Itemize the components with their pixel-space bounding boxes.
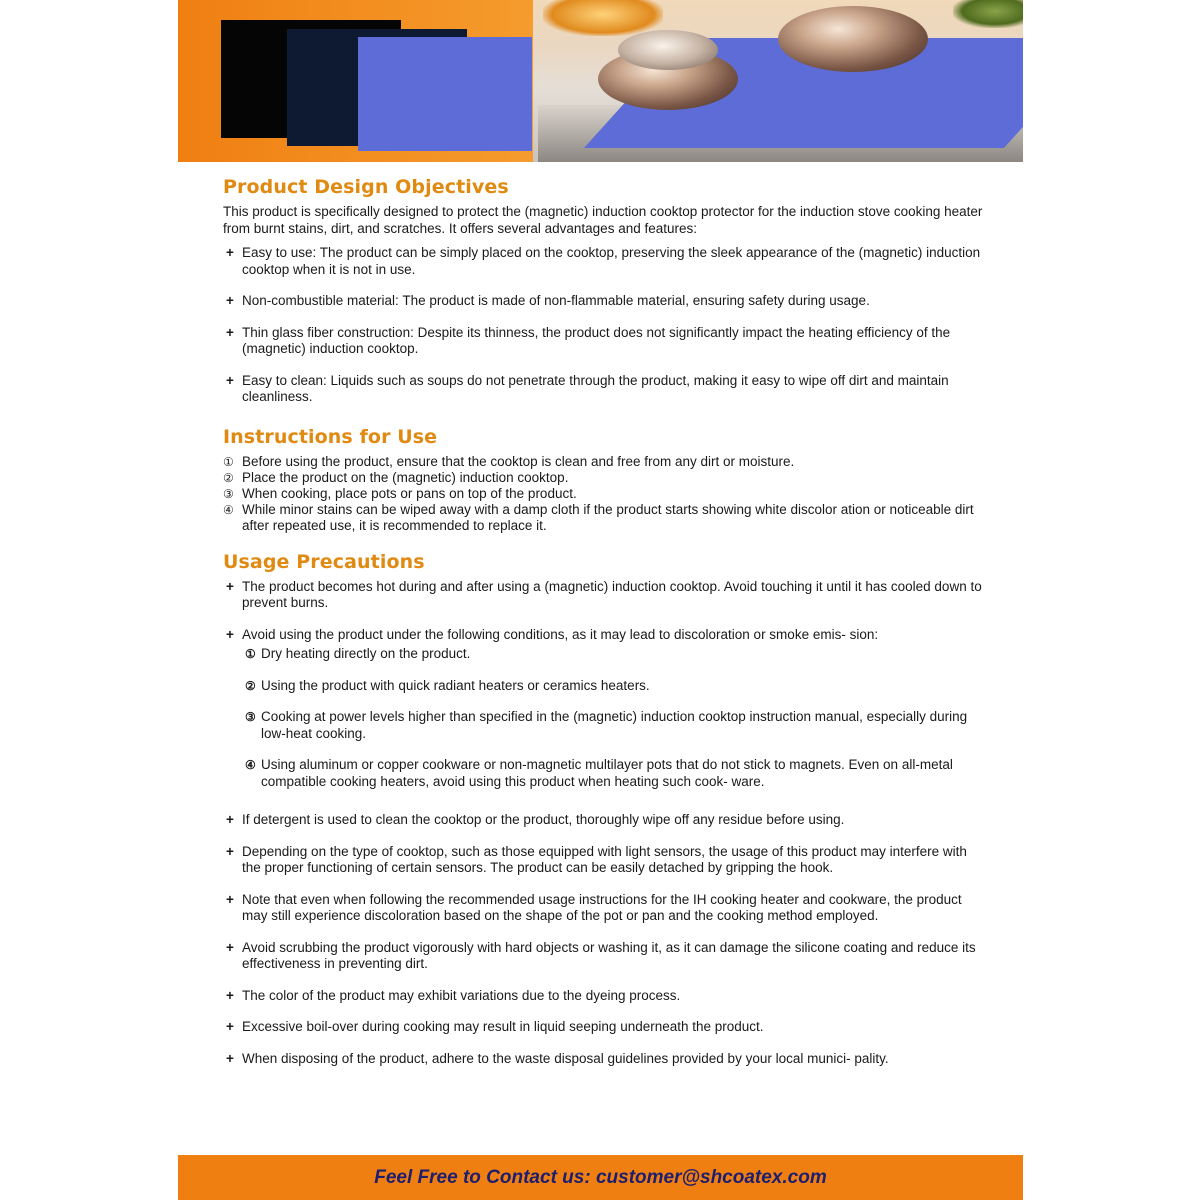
instructions-steps	[223, 454, 983, 534]
list-item	[242, 709, 983, 742]
step-number: ③	[245, 710, 256, 724]
bullet-text: Avoid using the product under the following conditions, as it may lead to discoloration or smoke emis- sion:	[242, 626, 879, 642]
list-item	[242, 646, 983, 663]
list-item	[223, 486, 983, 502]
step-number: ①	[245, 647, 256, 661]
precautions-heading: Usage Precautions	[223, 550, 425, 573]
instructions-heading: Instructions for Use	[223, 425, 438, 448]
pot-left-lid	[618, 30, 718, 70]
blue-color-swatch	[358, 37, 532, 151]
bullet-marker: +	[226, 372, 234, 388]
step-number: ④	[223, 502, 234, 517]
design-intro: This product is specifically designed to protect the (magnetic) induction cooktop protector for the induction stove cooking heater from burnt stains, dirt, and scratches. It offers several advantages and features:	[223, 204, 983, 236]
design-bullet-list	[223, 245, 983, 406]
bullet-text: Excessive boil-over during cooking may result in liquid seeping underneath the product.	[242, 1019, 764, 1034]
bullet-text: The color of the product may exhibit variations due to the dyeing process.	[242, 987, 681, 1003]
condition-text: Dry heating directly on the product.	[261, 646, 471, 661]
bullet-marker: +	[226, 245, 234, 260]
list-item	[223, 844, 983, 877]
condition-text: Cooking at power levels higher than specified in the (magnetic) induction cooktop instruction manual, especially during low-heat cooking.	[261, 709, 968, 741]
list-item	[223, 454, 983, 470]
bullet-marker: +	[226, 578, 234, 594]
bullet-text: Easy to use: The product can be simply placed on the cooktop, preserving the sleek appearance of the (magnetic) induction cooktop when it is not in use.	[242, 245, 981, 277]
step-number: ①	[223, 454, 234, 469]
condition-text: Using the product with quick radiant heaters or ceramics heaters.	[261, 677, 650, 693]
step-number: ③	[223, 486, 234, 501]
list-item	[223, 892, 983, 925]
condition-text: Using aluminum or copper cookware or non-magnetic multilayer pots that do not stick to magnets. Even on all-metal compatible cooking heaters, avoid using this product when heating such cook- ware.	[261, 757, 953, 789]
list-item	[223, 245, 983, 278]
list-item	[223, 293, 983, 310]
food-decoration	[543, 0, 663, 36]
herb-decoration	[953, 0, 1023, 28]
footer-banner	[178, 1155, 1023, 1200]
step-text: Place the product on the (magnetic) induction cooktop.	[242, 469, 569, 485]
list-item	[223, 812, 983, 829]
bullet-text: Avoid scrubbing the product vigorously with hard objects or washing it, as it can damage the silicone coating and reduce its effectiveness in preventing dirt.	[242, 939, 976, 971]
step-number: ②	[223, 470, 234, 485]
bullet-marker: +	[226, 939, 234, 955]
pot-right	[778, 6, 928, 72]
list-item	[223, 940, 983, 973]
bullet-marker: +	[226, 324, 234, 340]
step-number: ④	[245, 758, 256, 772]
bullet-marker: +	[226, 843, 234, 859]
list-item	[242, 757, 983, 790]
bullet-marker: +	[226, 812, 234, 827]
bullet-text: The product becomes hot during and after using a (magnetic) induction cooktop. Avoid touching it until it has cooled down to prevent burns.	[242, 578, 982, 610]
list-item	[223, 470, 983, 486]
step-text: When cooking, place pots or pans on top of the product.	[242, 485, 577, 501]
bullet-text: If detergent is used to clean the cooktop or the product, thoroughly wipe off any residue before using.	[242, 812, 845, 827]
list-item	[223, 988, 983, 1005]
list-item	[223, 325, 983, 358]
bullet-marker: +	[226, 626, 234, 642]
step-text: While minor stains can be wiped away with a damp cloth if the product starts showing white discolor ation or noticeable dirt after repeated use, it is recommended to replace it.	[242, 501, 974, 533]
conditions-list	[242, 646, 983, 790]
design-objectives-heading: Product Design Objectives	[223, 176, 509, 198]
bullet-text: Note that even when following the recommended usage instructions for the IH cooking heater and cookware, the product may still experience discoloration based on the shape of the pot or pan and the cooking method employed.	[242, 891, 962, 923]
bullet-marker: +	[226, 293, 234, 308]
bullet-marker: +	[226, 987, 234, 1003]
step-text: Before using the product, ensure that the cooktop is clean and free from any dirt or moisture.	[242, 453, 795, 469]
bullet-text: Thin glass fiber construction: Despite its thinness, the product does not significantly impact the heating efficiency of the (magnetic) induction cooktop.	[242, 324, 951, 356]
bullet-marker: +	[226, 1050, 234, 1066]
step-number: ②	[245, 678, 256, 693]
list-item	[223, 579, 983, 612]
list-item	[223, 502, 983, 534]
list-item	[223, 373, 983, 406]
content-body	[223, 176, 983, 1067]
list-item	[223, 1019, 983, 1036]
precautions-list	[223, 579, 983, 1068]
list-item	[223, 1051, 983, 1068]
bullet-text: When disposing of the product, adhere to the waste disposal guidelines provided by your local munici- pality.	[242, 1050, 889, 1066]
bullet-text: Easy to clean: Liquids such as soups do not penetrate through the product, making it easy to wipe off dirt and maintain cleanliness.	[242, 372, 949, 404]
bullet-text: Depending on the type of cooktop, such as those equipped with light sensors, the usage of this product may interfere with the proper functioning of certain sensors. The product can be easily detached by gripping the hook.	[242, 843, 967, 875]
product-sheet	[178, 0, 1023, 1200]
list-item	[223, 627, 983, 791]
bullet-text: Non-combustible material: The product is made of non-flammable material, ensuring safety during usage.	[242, 293, 870, 308]
bullet-marker: +	[226, 1019, 234, 1034]
contact-email-text[interactable]: Feel Free to Contact us: customer@shcoatex.com	[374, 1166, 827, 1188]
list-item	[242, 678, 983, 695]
header-banner	[178, 0, 1023, 162]
bullet-marker: +	[226, 891, 234, 907]
